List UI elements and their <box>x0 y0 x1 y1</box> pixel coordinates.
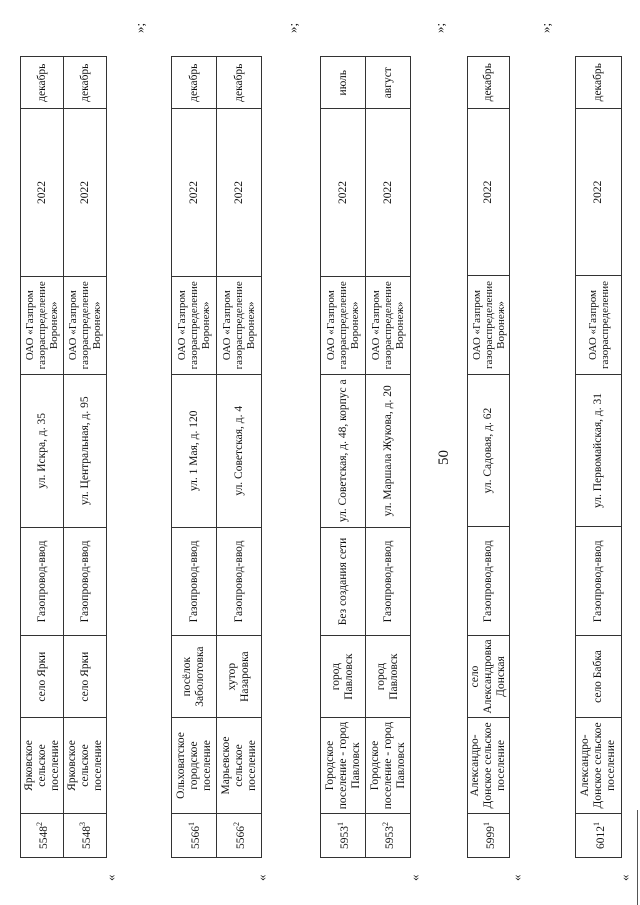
row-number-superscript: 1 <box>591 822 601 827</box>
address-cell: ул. Центральная, д. 95 <box>64 374 107 527</box>
address-cell: ул. Первомайская, д. 31 <box>576 374 622 527</box>
organization-cell: ОАО «Газпром газораспределение Воронеж» <box>468 276 510 374</box>
address-cell: ул. 1 Мая, д. 120 <box>172 374 217 527</box>
address-cell: ул. Искра, д. 35 <box>21 374 64 527</box>
table-block <box>171 10 262 858</box>
table-block <box>320 10 411 858</box>
object-type-cell: Газопровод-ввод <box>576 527 622 636</box>
object-type-cell: Газопровод-ввод <box>217 527 262 636</box>
close-quote-mark: »; <box>538 22 553 33</box>
settlement-municipality-cell: Городское поселение - город Павловск <box>321 717 366 813</box>
object-type-cell: Газопровод-ввод <box>64 527 107 636</box>
settlement-municipality-cell: Ярковское сельское поселение <box>64 717 107 813</box>
row-number-superscript: 1 <box>481 822 491 827</box>
table-block <box>20 10 107 858</box>
address-cell: ул. Маршала Жукова, д. 20 <box>366 374 411 527</box>
year-cell: 2022 <box>172 109 217 276</box>
open-quote-mark: « <box>254 874 269 881</box>
year-cell: 2022 <box>217 109 262 276</box>
open-quote-mark: « <box>509 874 524 881</box>
row-number-base: 5953 <box>338 826 351 850</box>
settlement-municipality-cell: Ольховатское городское поселение <box>172 717 217 813</box>
month-cell: декабрь <box>217 57 262 109</box>
row-number <box>217 814 262 858</box>
organization-cell: ОАО «Газпром газораспределение Воронеж» <box>64 276 107 374</box>
settlement-municipality-cell: Александро-Донское сельское поселение <box>468 717 510 813</box>
organization-cell: ОАО «Газпром газораспределение Воронеж» <box>321 276 366 374</box>
row-number <box>172 814 217 858</box>
open-quote-mark: « <box>407 874 422 881</box>
open-quote-mark: « <box>103 874 118 881</box>
row-number <box>576 814 622 858</box>
year-cell: 2022 <box>468 108 510 275</box>
month-cell: декабрь <box>64 57 107 109</box>
organization-cell: ОАО «Газпром газораспределение <box>576 276 622 374</box>
month-cell: декабрь <box>576 56 622 108</box>
row-number-superscript: 2 <box>381 822 391 827</box>
month-cell: декабрь <box>21 57 64 109</box>
row-number-base: 5999 <box>484 826 497 850</box>
open-quote-mark: « <box>617 874 632 881</box>
object-type-cell: Газопровод-ввод <box>468 527 510 636</box>
table-row <box>576 10 622 858</box>
row-number-base: 5953 <box>383 826 396 850</box>
table-row <box>321 11 366 858</box>
footer-rule <box>637 810 638 905</box>
table-row <box>468 10 510 858</box>
year-cell: 2022 <box>366 109 411 276</box>
settlement-municipality-cell: Марьевское сельское поселение <box>217 717 262 813</box>
close-quote-mark: »; <box>432 22 447 33</box>
month-cell: декабрь <box>468 56 510 108</box>
address-cell: ул. Советская, д. 48, корпус а <box>321 374 366 527</box>
year-cell: 2022 <box>321 109 366 276</box>
row-number-superscript: 2 <box>232 822 242 827</box>
organization-cell: ОАО «Газпром газораспределение Воронеж» <box>21 276 64 374</box>
row-number <box>21 814 64 858</box>
year-cell: 2022 <box>21 109 64 276</box>
year-cell: 2022 <box>576 108 622 275</box>
row-number <box>321 814 366 858</box>
object-type-cell: Газопровод-ввод <box>172 527 217 636</box>
organization-cell: ОАО «Газпром газораспределение Воронеж» <box>217 276 262 374</box>
month-cell: август <box>366 57 411 109</box>
row-number-base: 5566 <box>234 826 247 850</box>
organization-cell: ОАО «Газпром газораспределение Воронеж» <box>172 276 217 374</box>
locality-cell: хутор Назаровка <box>217 636 262 718</box>
month-cell: декабрь <box>172 57 217 109</box>
table-row <box>21 11 64 858</box>
table-block <box>575 10 622 858</box>
table-row <box>64 11 107 858</box>
locality-cell: село Бабка <box>576 636 622 718</box>
row-number-base: 5548 <box>80 826 93 850</box>
locality-cell: село Ярки <box>64 636 107 718</box>
locality-cell: город Павловск <box>366 636 411 718</box>
row-number <box>366 814 411 858</box>
row-number <box>468 814 510 858</box>
organization-cell: ОАО «Газпром газораспределение Воронеж» <box>366 276 411 374</box>
row-number-base: 5566 <box>189 826 202 850</box>
settlement-municipality-cell: Городское поселение - город Павловск <box>366 717 411 813</box>
row-number-superscript: 1 <box>187 822 197 827</box>
table-row <box>217 11 262 858</box>
row-number <box>64 814 107 858</box>
close-quote-mark: »; <box>285 22 300 33</box>
object-type-cell: Без создания сети <box>321 527 366 636</box>
row-number-base: 6012 <box>594 826 607 850</box>
locality-cell: село Александровка Донская <box>468 636 510 718</box>
locality-cell: село Ярки <box>21 636 64 718</box>
locality-cell: посёлок Заболотовка <box>172 636 217 718</box>
settlement-municipality-cell: Александро-Донское сельское поселение <box>576 717 622 813</box>
row-number-base: 5548 <box>37 826 50 850</box>
row-number-superscript: 1 <box>336 822 346 827</box>
table-block <box>467 10 510 858</box>
page-number: 50 <box>436 450 452 465</box>
address-cell: ул. Садовая, д. 62 <box>468 374 510 527</box>
table-row <box>366 11 411 858</box>
year-cell: 2022 <box>64 109 107 276</box>
row-number-superscript: 2 <box>35 822 45 827</box>
object-type-cell: Газопровод-ввод <box>366 527 411 636</box>
locality-cell: город Павловск <box>321 636 366 718</box>
row-number-superscript: 3 <box>78 822 88 827</box>
table-row <box>172 11 217 858</box>
settlement-municipality-cell: Ярковское сельское поселение <box>21 717 64 813</box>
address-cell: ул. Советская, д. 4 <box>217 374 262 527</box>
close-quote-mark: »; <box>132 22 147 33</box>
object-type-cell: Газопровод-ввод <box>21 527 64 636</box>
month-cell: июль <box>321 57 366 109</box>
